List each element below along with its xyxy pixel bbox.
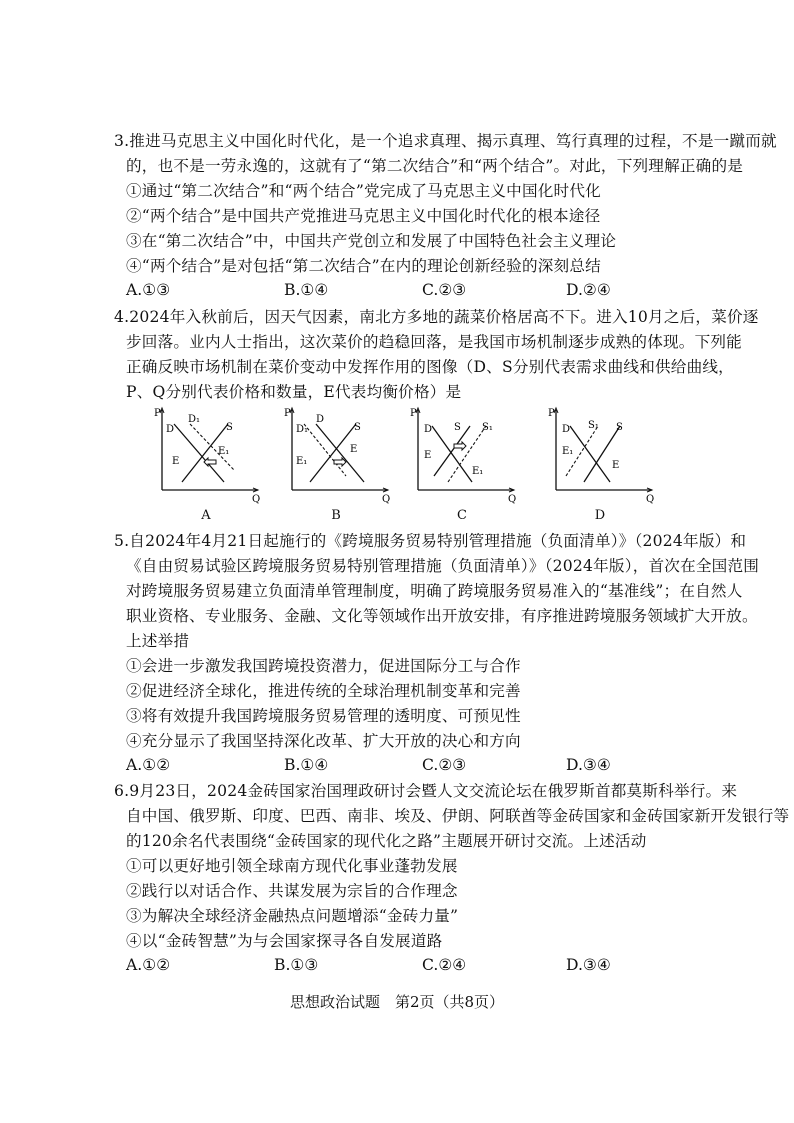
q3-option-a[interactable]: A.①③ — [126, 281, 171, 299]
svg-text:S₁: S₁ — [482, 422, 493, 433]
svg-text:D: D — [166, 424, 175, 435]
svg-text:P: P — [154, 408, 161, 419]
graph-d[interactable] — [540, 406, 660, 523]
q3-option-c[interactable]: C.②③ — [422, 281, 467, 299]
q5-option-c[interactable]: C.②③ — [422, 756, 467, 774]
q5-stem-line: 《自由贸易试验区跨境服务贸易特别管理措施（负面清单）》（2024年版），首次在全国范围 — [126, 557, 760, 575]
graph-b-plot — [276, 406, 396, 506]
svg-text:S: S — [616, 422, 623, 433]
q3-item-1: ①通过“第二次结合”和“两个结合”党完成了马克思主义中国化时代化 — [126, 182, 601, 200]
page-footer: 思想政治试题 第2页（共8页） — [289, 993, 505, 1011]
arrow-icon — [334, 458, 346, 466]
q6-stem-line: 6.9月23日，2024金砖国家治国理政研讨会暨人文交流论坛在俄罗斯首都莫斯科举行。来 — [114, 782, 738, 800]
svg-text:D₁: D₁ — [296, 424, 309, 435]
supply-curve-s — [434, 426, 470, 476]
svg-text:P: P — [548, 408, 555, 419]
graph-a[interactable] — [146, 406, 266, 523]
svg-text:E: E — [612, 460, 620, 471]
q5-stem-line: 对跨境服务贸易建立负面清单管理制度，明确了跨境服务贸易准入的“基准线”；在自然人 — [126, 582, 743, 600]
q5-option-b[interactable]: B.①④ — [284, 756, 329, 774]
q4-stem-line: 步回落。业内人士指出，这次菜价的趋稳回落，是我国市场机制逐步成熟的体现。下列能 — [126, 333, 742, 351]
q5-item-4: ④充分显示了我国坚持深化改革、扩大开放的决心和方向 — [126, 732, 521, 750]
svg-text:E₁: E₁ — [296, 456, 308, 467]
q3-stem-line: 的，也不是一劳永逸的，这就有了“第二次结合”和“两个结合”。对此，下列理解正确的是 — [126, 157, 744, 175]
q6-item-2: ②践行以对话合作、共谋发展为宗旨的合作理念 — [126, 882, 458, 900]
svg-text:E: E — [350, 444, 358, 455]
svg-text:S₁: S₁ — [588, 420, 599, 431]
q5-option-d[interactable]: D.③④ — [566, 756, 611, 774]
svg-text:E₁: E₁ — [562, 446, 574, 457]
q3-item-2: ②“两个结合”是中国共产党推进马克思主义中国化时代化的根本途径 — [126, 207, 601, 225]
svg-text:D₁: D₁ — [188, 414, 201, 425]
q3-option-b[interactable]: B.①④ — [284, 281, 329, 299]
q6-item-1: ①可以更好地引领全球南方现代化事业蓬勃发展 — [126, 857, 458, 875]
q5-options — [126, 756, 686, 776]
q5-stem-line: 上述举措 — [126, 632, 190, 650]
q5-stem-line: 5.自2024年4月21日起施行的《跨境服务贸易特别管理措施（负面清单）》（2024年版）和 — [114, 532, 747, 550]
q4-stem-line: 正确反映市场机制在菜价变动中发挥作用的图像（D、S分别代表需求曲线和供给曲线， — [126, 358, 734, 376]
svg-text:P: P — [284, 408, 291, 419]
demand-curve-d — [432, 426, 472, 482]
graph-c[interactable] — [402, 406, 522, 523]
svg-text:D: D — [316, 414, 325, 425]
q3-item-3: ③在“第二次结合”中，中国共产党创立和发展了中国特色社会主义理论 — [126, 232, 617, 250]
q4-stem-line: P、Q分别代表价格和数量，E代表均衡价格）是 — [126, 383, 462, 401]
svg-text:E: E — [424, 450, 432, 461]
q5-option-a[interactable]: A.①② — [126, 756, 171, 774]
q3-item-4: ④“两个结合”是对包括“第二次结合”在内的理论创新经验的深刻总结 — [126, 257, 601, 275]
svg-text:P: P — [410, 408, 417, 419]
q5-item-3: ③将有效提升我国跨境服务贸易管理的透明度、可预见性 — [126, 707, 521, 725]
q3-options — [126, 281, 686, 301]
q6-option-d[interactable]: D.③④ — [566, 956, 611, 974]
svg-text:E₁: E₁ — [218, 446, 230, 457]
arrow-icon — [454, 442, 466, 450]
q6-stem-line: 自中国、俄罗斯、印度、巴西、南非、埃及、伊朗、阿联酋等金砖国家和金砖国家新开发银行等 — [126, 807, 790, 825]
svg-text:Q: Q — [382, 494, 391, 505]
q3-stem-line: 3.推进马克思主义中国化时代化，是一个追求真理、揭示真理、笃行真理的过程，不是一蹴而就 — [114, 132, 777, 150]
q6-item-3: ③为解决全球经济金融热点问题增添“金砖力量” — [126, 907, 459, 925]
svg-text:S: S — [354, 422, 361, 433]
svg-text:D: D — [562, 424, 571, 435]
q6-stem-line: 的120余名代表围绕“金砖国家的现代化之路”主题展开研讨交流。上述活动 — [126, 832, 647, 850]
svg-text:Q: Q — [508, 494, 517, 505]
q6-option-c[interactable]: C.②④ — [422, 956, 467, 974]
svg-text:E₁: E₁ — [472, 466, 484, 477]
graph-b-label: B — [331, 508, 341, 523]
q3-option-d[interactable]: D.②④ — [566, 281, 611, 299]
graph-a-plot — [146, 406, 266, 506]
q6-option-b[interactable]: B.①③ — [274, 956, 319, 974]
demand-curve-d1 — [304, 424, 346, 476]
graph-d-plot — [540, 406, 660, 506]
q5-stem-line: 职业资格、专业服务、金融、文化等领域作出开放安排，有序推进跨境服务领域扩大开放。 — [126, 607, 758, 625]
q6-options — [126, 956, 686, 976]
graph-c-plot — [402, 406, 522, 506]
svg-text:S: S — [226, 422, 233, 433]
q4-stem-line: 4.2024年入秋前后，因天气因素，南北方多地的蔬菜价格居高不下。进入10月之后，菜价逐 — [114, 308, 759, 326]
svg-text:Q: Q — [252, 494, 261, 505]
svg-text:Q: Q — [646, 494, 655, 505]
svg-text:D: D — [424, 424, 433, 435]
svg-text:E: E — [172, 456, 180, 467]
q6-option-a[interactable]: A.①② — [126, 956, 171, 974]
q5-item-2: ②促进经济全球化，推进传统的全球治理机制变革和完善 — [126, 682, 521, 700]
q6-item-4: ④以“金砖智慧”为与会国家探寻各自发展道路 — [126, 932, 443, 950]
graph-a-label: A — [201, 508, 211, 523]
q5-item-1: ①会进一步激发我国跨境投资潜力，促进国际分工与合作 — [126, 657, 521, 675]
svg-text:S: S — [454, 422, 461, 433]
graph-d-label: D — [594, 508, 606, 523]
graph-c-label: C — [457, 508, 467, 523]
graph-b[interactable] — [276, 406, 396, 523]
